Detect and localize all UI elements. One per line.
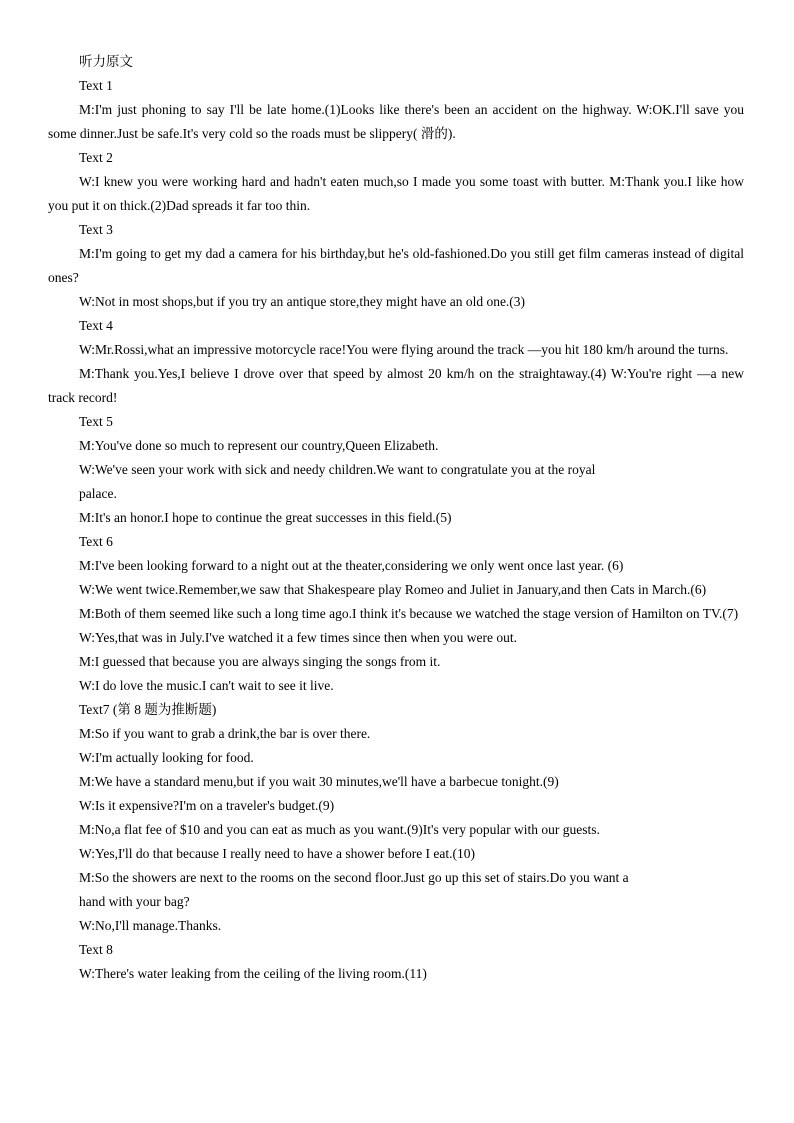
paragraph: palace.	[79, 486, 117, 501]
paragraph: M:Both of them seemed like such a long time ago.I think it's because we watched the stage version of Hamilton on TV.(7)	[79, 606, 739, 621]
section-heading-text-7: Text7 (第 8 题为推断题)	[79, 702, 217, 717]
document-page	[48, 50, 744, 986]
paragraph: M:So if you want to grab a drink,the bar is over there.	[79, 726, 371, 741]
paragraph: M:I'm just phoning to say I'll be late home.(1)Looks like there's been an accident on the highway. W:OK.I'll save you some dinner.Just be safe.It's very cold so the roads must be slippery( 滑的).	[48, 102, 744, 141]
paragraph: W:Not in most shops,but if you try an antique store,they might have an old one.(3)	[79, 294, 526, 309]
section-heading-text-2: Text 2	[79, 150, 113, 165]
paragraph: M:No,a flat fee of $10 and you can eat as much as you want.(9)It's very popular with our guests.	[79, 822, 600, 837]
paragraph: M:I've been looking forward to a night out at the theater,considering we only went once last year. (6)	[79, 558, 624, 573]
paragraph: W:We've seen your work with sick and needy children.We want to congratulate you at the royal	[79, 462, 596, 477]
paragraph: W:No,I'll manage.Thanks.	[79, 918, 222, 933]
paragraph: M:I guessed that because you are always singing the songs from it.	[79, 654, 441, 669]
section-heading-text-4: Text 4	[79, 318, 113, 333]
paragraph: W:Mr.Rossi,what an impressive motorcycle race!You were flying around the track —you hit 180 km/h around the turns.	[79, 342, 729, 357]
section-heading-text-8: Text 8	[79, 942, 113, 957]
paragraph: M:You've done so much to represent our country,Queen Elizabeth.	[79, 438, 439, 453]
paragraph: W:Yes,that was in July.I've watched it a few times since then when you were out.	[79, 630, 517, 645]
paragraph: M:We have a standard menu,but if you wait 30 minutes,we'll have a barbecue tonight.(9)	[79, 774, 559, 789]
section-heading-text-3: Text 3	[79, 222, 113, 237]
section-heading-text-6: Text 6	[79, 534, 113, 549]
paragraph: M:Thank you.Yes,I believe I drove over that speed by almost 20 km/h on the straightaway.(4) W:You're right —a new track record!	[48, 366, 744, 405]
section-heading-text-1: Text 1	[79, 78, 113, 93]
paragraph: M:So the showers are next to the rooms on the second floor.Just go up this set of stairs.Do you want a	[79, 870, 629, 885]
document-title: 听力原文	[79, 54, 133, 70]
paragraph: W:I knew you were working hard and hadn't eaten much,so I made you some toast with butter. M:Thank you.I like how you put it on thick.(2)Dad spreads it far too thin.	[48, 174, 744, 213]
paragraph: W:There's water leaking from the ceiling of the living room.(11)	[79, 966, 427, 981]
paragraph: W:I do love the music.I can't wait to see it live.	[79, 678, 334, 693]
paragraph: hand with your bag?	[79, 894, 190, 909]
paragraph: W:We went twice.Remember,we saw that Shakespeare play Romeo and Juliet in January,and then Cats in March.(6)	[79, 582, 707, 597]
paragraph: M:I'm going to get my dad a camera for his birthday,but he's old-fashioned.Do you still get film cameras instead of digital ones?	[48, 246, 744, 285]
paragraph: W:Is it expensive?I'm on a traveler's budget.(9)	[79, 798, 335, 813]
section-heading-text-5: Text 5	[79, 414, 113, 429]
paragraph: W:I'm actually looking for food.	[79, 750, 254, 765]
paragraph: W:Yes,I'll do that because I really need to have a shower before I eat.(10)	[79, 846, 476, 861]
paragraph: M:It's an honor.I hope to continue the great successes in this field.(5)	[79, 510, 452, 525]
